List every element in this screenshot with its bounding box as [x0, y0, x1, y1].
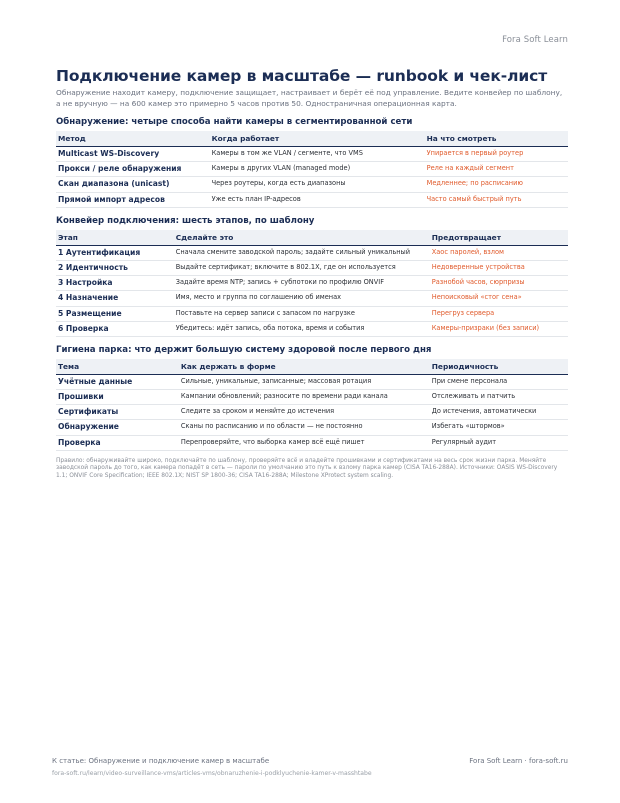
footer-article-link[interactable]: К статье: Обнаружение и подключение камер в масштабе	[52, 757, 270, 765]
when-cell: Уже есть план IP-адресов	[210, 192, 425, 207]
action-cell: Выдайте сертификат; включите в 802.1X, где он используется	[174, 260, 430, 275]
table-row	[56, 291, 568, 306]
table-row	[56, 177, 568, 192]
discovery-table	[56, 131, 568, 208]
prevents-cell: Хаос паролей, взлом	[430, 245, 568, 260]
topic-cell: Проверка	[56, 435, 179, 450]
topic-cell: Обнаружение	[56, 420, 179, 435]
action-cell: Убедитесь: идёт запись, оба потока, время и события	[174, 321, 430, 336]
action-cell: Сначала смените заводской пароль; задайте сильный уникальный	[174, 245, 430, 260]
column-header: Когда работает	[210, 131, 425, 147]
practice-cell: Сканы по расписанию и по области — не постоянно	[179, 420, 430, 435]
stage-cell: 5 Размещение	[56, 306, 174, 321]
column-header: Периодичность	[430, 359, 568, 375]
watch-cell: Часто самый быстрый путь	[425, 192, 568, 207]
method-cell: Прямой импорт адресов	[56, 192, 210, 207]
method-cell: Скан диапазона (unicast)	[56, 177, 210, 192]
stage-cell: 6 Проверка	[56, 321, 174, 336]
table-row	[56, 405, 568, 420]
prevents-cell: Камеры-призраки (без записи)	[430, 321, 568, 336]
table-row	[56, 260, 568, 275]
practice-cell: Перепроверяйте, что выборка камер всё ещё пишет	[179, 435, 430, 450]
discovery-heading: Обнаружение: четыре способа найти камеры в сегментированной сети	[56, 117, 413, 127]
table-row	[56, 245, 568, 260]
prevents-cell: Разнобой часов, сюрпризы	[430, 276, 568, 291]
column-header: Метод	[56, 131, 210, 147]
cadence-cell: Избегать «штормов»	[430, 420, 568, 435]
action-cell: Задайте время NTP; запись + субпотоки по профилю ONVIF	[174, 276, 430, 291]
watch-cell: Медленнее; по расписанию	[425, 177, 568, 192]
hygiene-table	[56, 359, 568, 451]
column-header: Тема	[56, 359, 179, 375]
footer-url[interactable]: fora-soft.ru/learn/video-surveillance-vms/articles-vms/obnaruzhenie-i-podklyuchenie-kamer-v-masshtabe	[52, 770, 372, 777]
table-row	[56, 276, 568, 291]
practice-cell: Кампании обновлений; разносите по времени ради канала	[179, 390, 430, 405]
prevents-cell: Непоисковый «стог сена»	[430, 291, 568, 306]
stage-cell: 2 Идентичность	[56, 260, 174, 275]
topic-cell: Учётные данные	[56, 374, 179, 389]
watch-cell: Упирается в первый роутер	[425, 147, 568, 162]
cadence-cell: При смене персонала	[430, 374, 568, 389]
when-cell: Через роутеры, когда есть диапазоны	[210, 177, 425, 192]
footer-site: Fora Soft Learn · fora-soft.ru	[469, 757, 568, 765]
cadence-cell: До истечения, автоматически	[430, 405, 568, 420]
cadence-cell: Отслеживать и патчить	[430, 390, 568, 405]
page-subtitle: Обнаружение находит камеру, подключение защищает, настраивает и берёт её под управление. Ведите конвейер по шаблону, а не вручную — на 600 камер это примерно 5 часов против 50. Одностраничная операционная карта.	[56, 88, 563, 108]
table-header-row	[56, 359, 568, 375]
column-header: Предотвращает	[430, 230, 568, 246]
topic-cell: Прошивки	[56, 390, 179, 405]
column-header: Как держать в форме	[179, 359, 430, 375]
topic-cell: Сертификаты	[56, 405, 179, 420]
stage-cell: 1 Аутентификация	[56, 245, 174, 260]
cadence-cell: Регулярный аудит	[430, 435, 568, 450]
action-cell: Имя, место и группа по соглашению об именах	[174, 291, 430, 306]
when-cell: Камеры в других VLAN (managed mode)	[210, 162, 425, 177]
table-row	[56, 321, 568, 336]
column-header: На что смотреть	[425, 131, 568, 147]
table-row	[56, 435, 568, 450]
action-cell: Поставьте на сервер записи с запасом по нагрузке	[174, 306, 430, 321]
table-row	[56, 162, 568, 177]
table-row	[56, 147, 568, 162]
pipeline-heading: Конвейер подключения: шесть этапов, по шаблону	[56, 215, 315, 226]
practice-cell: Сильные, уникальные, записанные; массовая ротация	[179, 374, 430, 389]
column-header: Сделайте это	[174, 230, 430, 246]
watch-cell: Реле на каждый сегмент	[425, 162, 568, 177]
stage-cell: 3 Настройка	[56, 276, 174, 291]
table-row	[56, 306, 568, 321]
document-page	[56, 66, 568, 486]
table-header-row	[56, 230, 568, 246]
page-title: Подключение камер в масштабе — runbook и чек-лист	[56, 67, 548, 85]
table-row	[56, 192, 568, 207]
method-cell: Multicast WS-Discovery	[56, 147, 210, 162]
pipeline-table	[56, 230, 568, 337]
stage-cell: 4 Назначение	[56, 291, 174, 306]
prevents-cell: Недоверенные устройства	[430, 260, 568, 275]
fineprint-note: Правило: обнаруживайте широко, подключайте по шаблону, проверяйте всё и владейте прошивками и сертификатами на весь срок жизни парка. Меняйте заводской пароль до того, как камера попадёт в сеть — пароли по умолчанию это путь к взлому парка камер (CISA TA16-288A). Источники: OASIS WS-Discovery 1.1; ONVIF Core Specification; IEEE 802.1X; NIST SP 1800-36; CISA TA16-288A; Milestone XProtect system scaling.	[56, 457, 558, 479]
table-header-row	[56, 131, 568, 147]
when-cell: Камеры в том же VLAN / сегменте, что VMS	[210, 147, 425, 162]
practice-cell: Следите за сроком и меняйте до истечения	[179, 405, 430, 420]
brand-label: Fora Soft Learn	[502, 35, 568, 45]
table-row	[56, 374, 568, 389]
method-cell: Прокси / реле обнаружения	[56, 162, 210, 177]
column-header: Этап	[56, 230, 174, 246]
hygiene-heading: Гигиена парка: что держит большую систему здоровой после первого дня	[56, 344, 432, 355]
table-row	[56, 420, 568, 435]
table-row	[56, 390, 568, 405]
prevents-cell: Перегруз сервера	[430, 306, 568, 321]
